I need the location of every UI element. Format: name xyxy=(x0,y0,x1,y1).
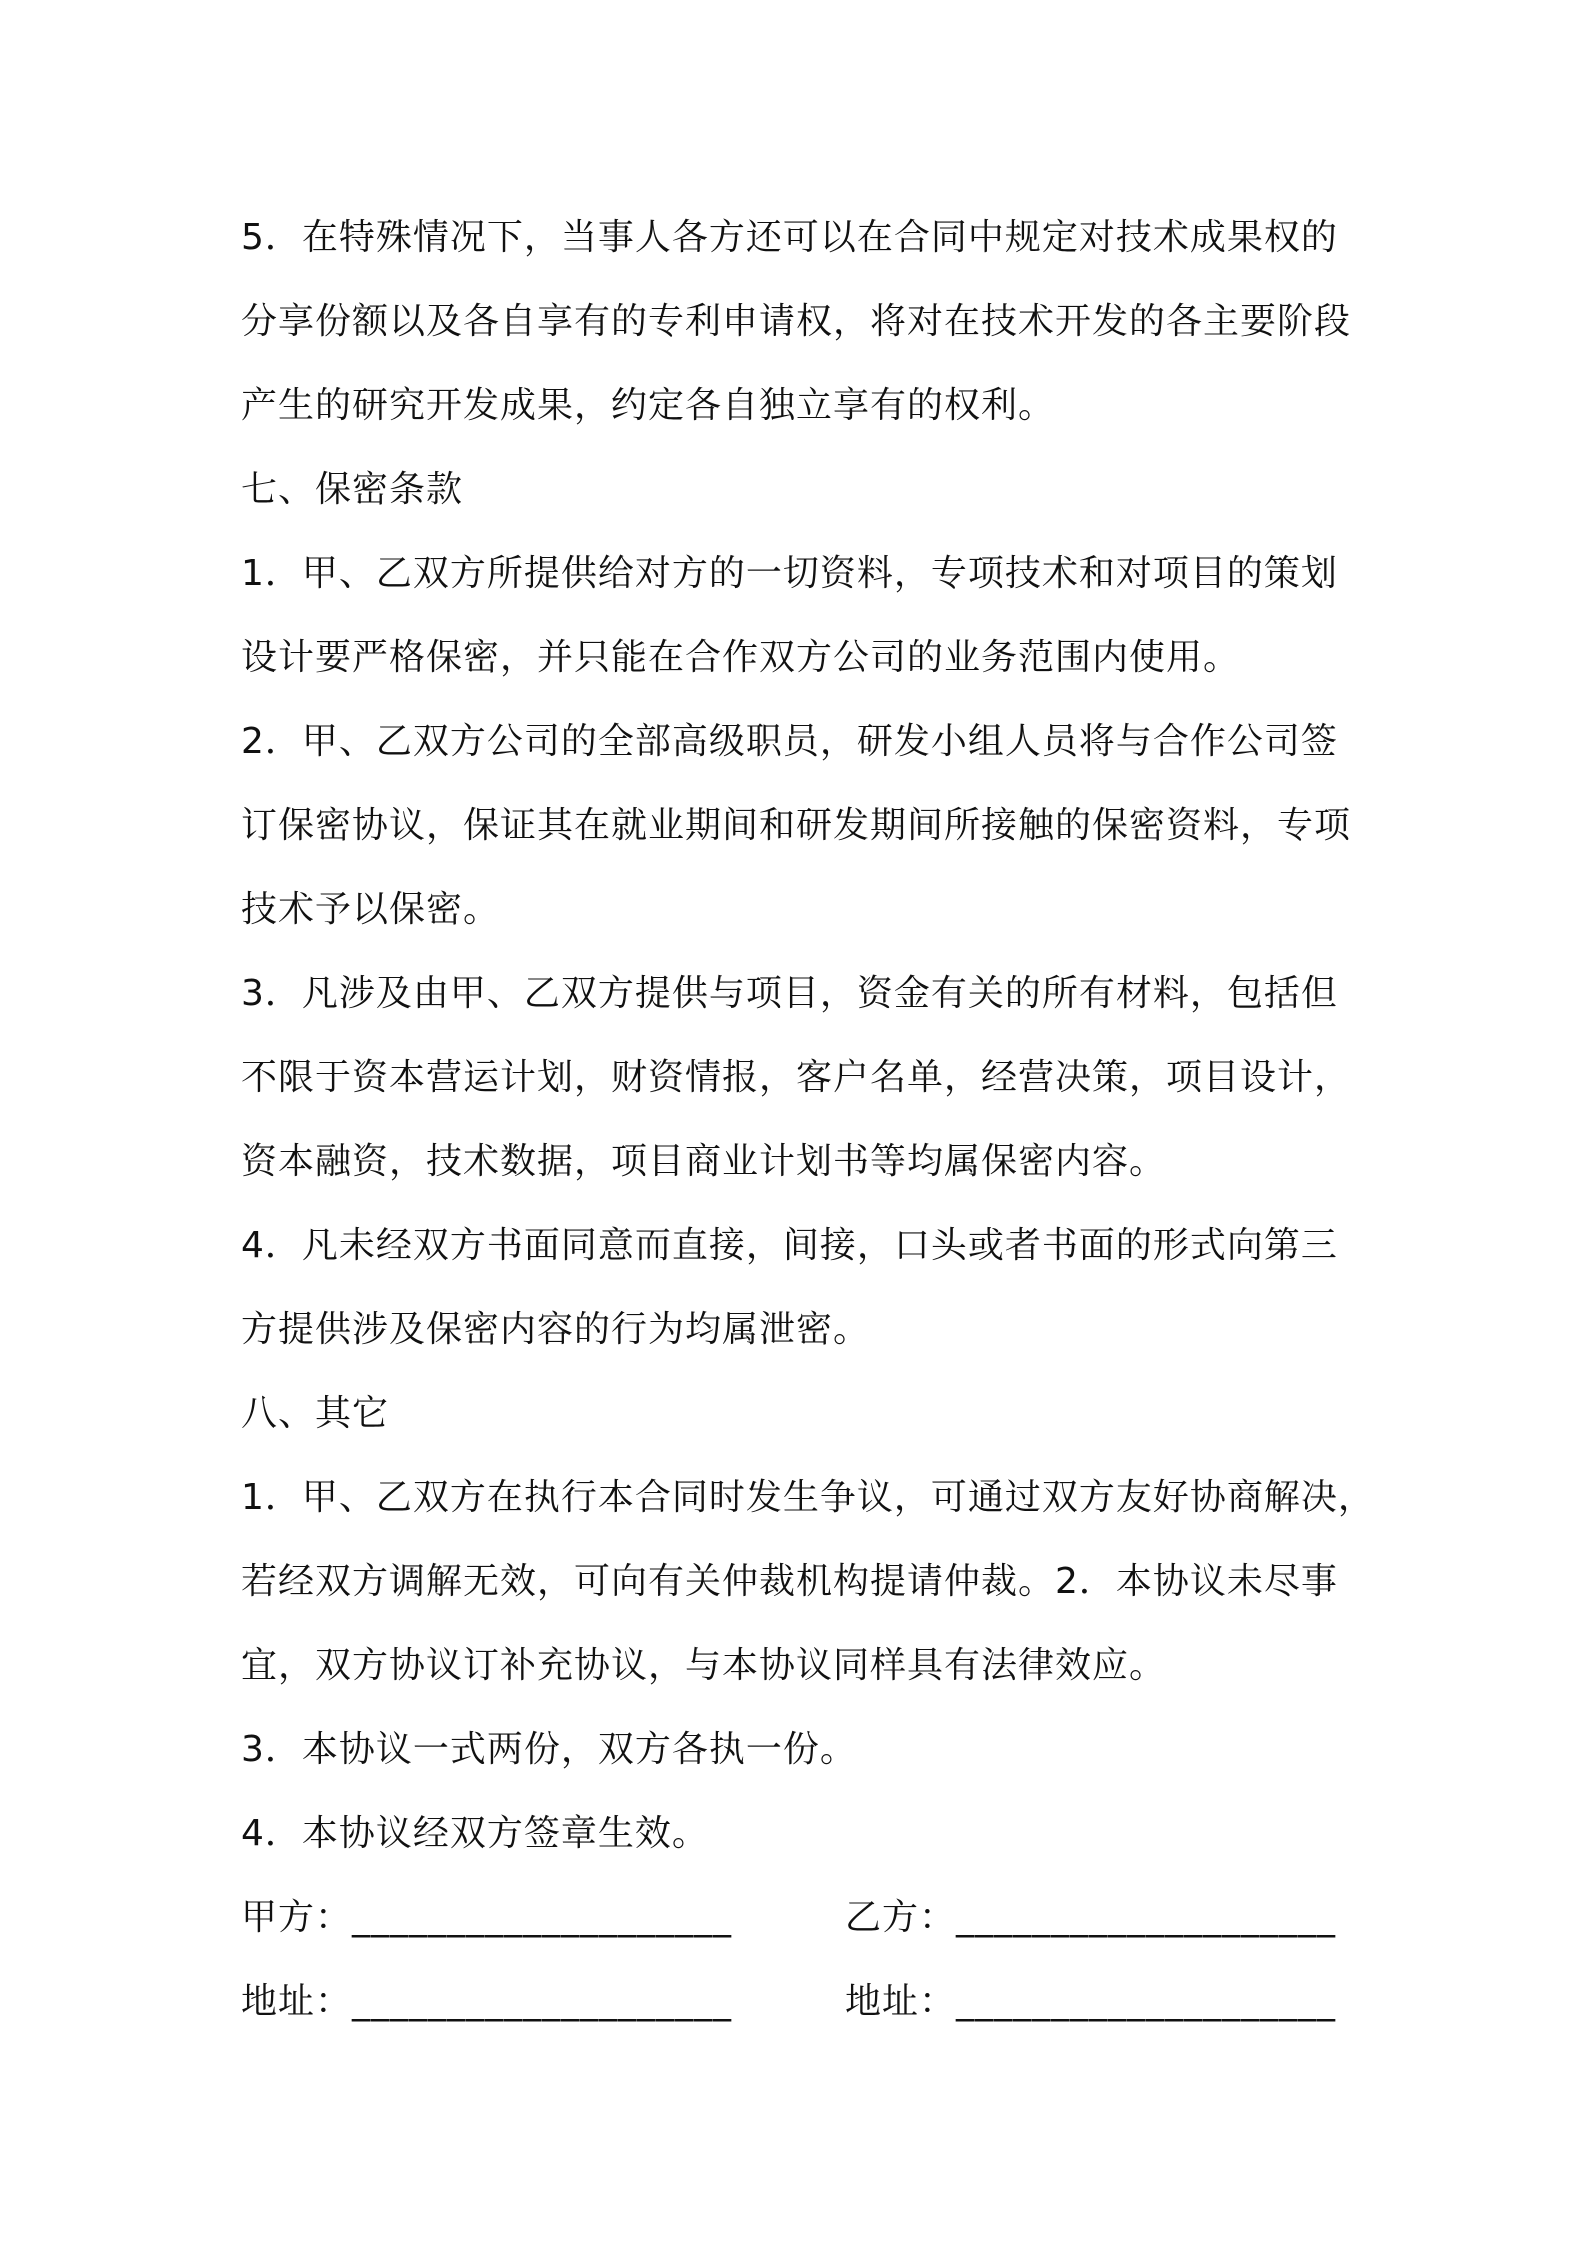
clause-7-2-line-2: 订保密协议，保证其在就业期间和研发期间所接触的保密资料，专项 xyxy=(241,805,1352,846)
party-a-address: 地址：____________________ xyxy=(241,1981,733,2022)
clause-7-4-line-1: 4．凡未经双方书面同意而直接，间接，口头或者书面的形式向第三 xyxy=(241,1225,1338,1266)
document-body xyxy=(241,196,1375,2044)
paragraph-5-line-3: 产生的研究开发成果，约定各自独立享有的权利。 xyxy=(241,385,1056,426)
clause-8-4: 4．本协议经双方签章生效。 xyxy=(241,1813,709,1854)
clause-7-2-line-1: 2．甲、乙双方公司的全部高级职员，研发小组人员将与合作公司签 xyxy=(241,721,1338,762)
section-7-heading: 七、保密条款 xyxy=(241,469,464,510)
clause-8-1-line-2: 若经双方调解无效，可向有关仲裁机构提请仲裁。2．本协议未尽事 xyxy=(241,1561,1338,1602)
clause-8-3: 3．本协议一式两份，双方各执一份。 xyxy=(241,1729,857,1770)
clause-8-1-line-1: 1．甲、乙双方在执行本合同时发生争议，可通过双方友好协商解决， xyxy=(241,1477,1375,1518)
signature-row-address xyxy=(241,1960,1361,2044)
clause-7-2-line-3: 技术予以保密。 xyxy=(241,889,501,930)
clause-7-3-line-3: 资本融资，技术数据，项目商业计划书等均属保密内容。 xyxy=(241,1141,1167,1182)
clause-7-3-line-1: 3．凡涉及由甲、乙双方提供与项目，资金有关的所有材料，包括但 xyxy=(241,973,1338,1014)
clause-7-1-line-2: 设计要严格保密，并只能在合作双方公司的业务范围内使用。 xyxy=(241,637,1241,678)
paragraph-5-line-1: 5．在特殊情况下，当事人各方还可以在合同中规定对技术成果权的 xyxy=(241,217,1338,258)
signature-row-party xyxy=(241,1876,1361,1960)
clause-7-4-line-2: 方提供涉及保密内容的行为均属泄密。 xyxy=(241,1309,871,1350)
paragraph-5-line-2: 分享份额以及各自享有的专利申请权，将对在技术开发的各主要阶段 xyxy=(241,301,1352,342)
clause-7-3-line-2: 不限于资本营运计划，财资情报，客户名单，经营决策，项目设计， xyxy=(241,1057,1352,1098)
section-8-heading: 八、其它 xyxy=(241,1393,390,1434)
party-b-signature: 乙方：____________________ xyxy=(845,1897,1337,1938)
party-b-address: 地址：____________________ xyxy=(845,1981,1337,2022)
clause-7-1-line-1: 1．甲、乙双方所提供给对方的一切资料，专项技术和对项目的策划 xyxy=(241,553,1338,594)
party-a-signature: 甲方：____________________ xyxy=(241,1897,733,1938)
clause-8-2-line-3: 宜，双方协议订补充协议，与本协议同样具有法律效应。 xyxy=(241,1645,1167,1686)
